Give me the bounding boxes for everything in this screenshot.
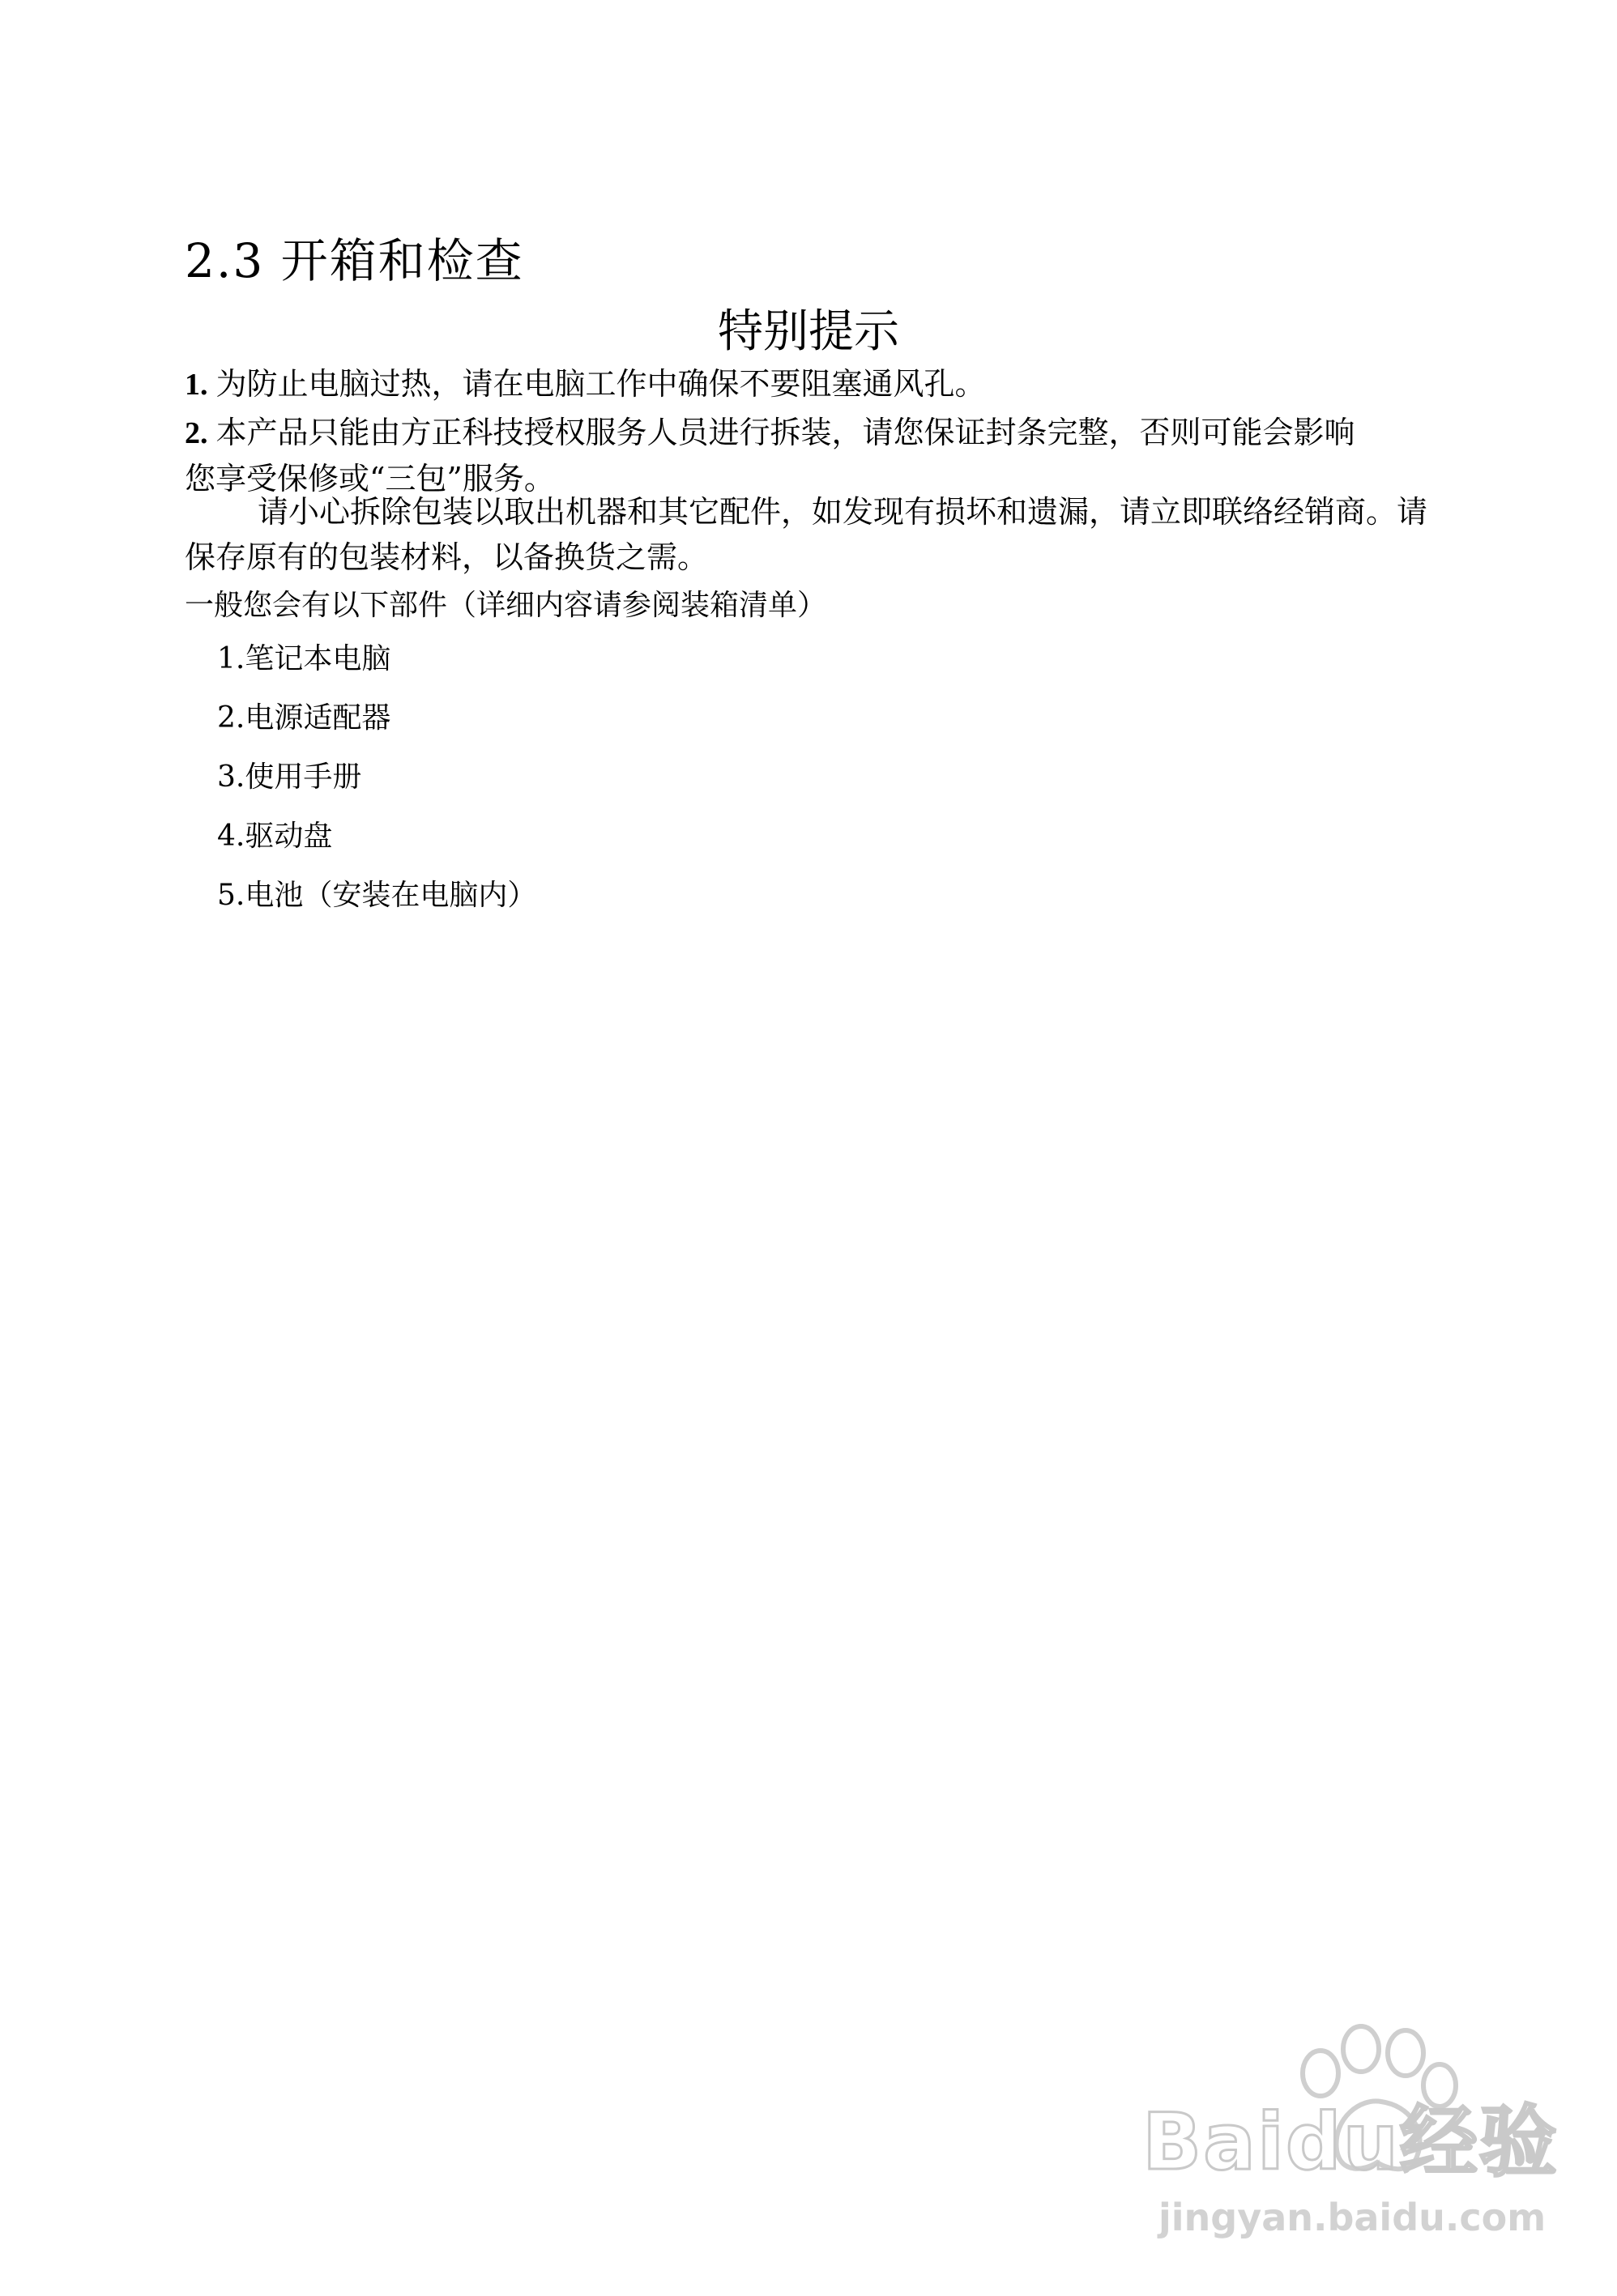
watermark-brand: Baidu经验 (1142, 2097, 1559, 2187)
section-heading: 2.3 开箱和检查 (185, 233, 524, 288)
list-item: 2.电源适配器 (217, 701, 391, 735)
notice-title: 特别提示 (718, 305, 899, 358)
list-item: 5.电池（安装在电脑内） (217, 879, 537, 912)
tip-text: 本产品只能由方正科技授权服务人员进行拆装，请您保证封条完整，否则可能会影响您享受保修或“三包”服务。 (185, 415, 1355, 496)
watermark-url: jingyan.baidu.com (1158, 2196, 1547, 2239)
tip-item (185, 361, 1448, 407)
list-item: 4.驱动盘 (217, 820, 333, 853)
parts-intro: 一般您会有以下部件（详细内容请参阅装箱清单） (185, 589, 827, 622)
watermark (1142, 2017, 1559, 2243)
tip-text: 为防止电脑过热，请在电脑工作中确保不要阻塞通风孔。 (215, 366, 986, 402)
tip-number: 1. (185, 368, 208, 402)
list-item: 1.笔记本电脑 (217, 642, 391, 675)
list-item: 3.使用手册 (217, 760, 362, 794)
parts-list (217, 640, 536, 935)
tip-item (185, 410, 1376, 501)
tip-number: 2. (185, 416, 208, 450)
unpacking-paragraph: 请小心拆除包装以取出机器和其它配件，如发现有损坏和遗漏，请立即联络经销商。请保存原有的包装材料，以备换货之需。 (185, 494, 1428, 575)
